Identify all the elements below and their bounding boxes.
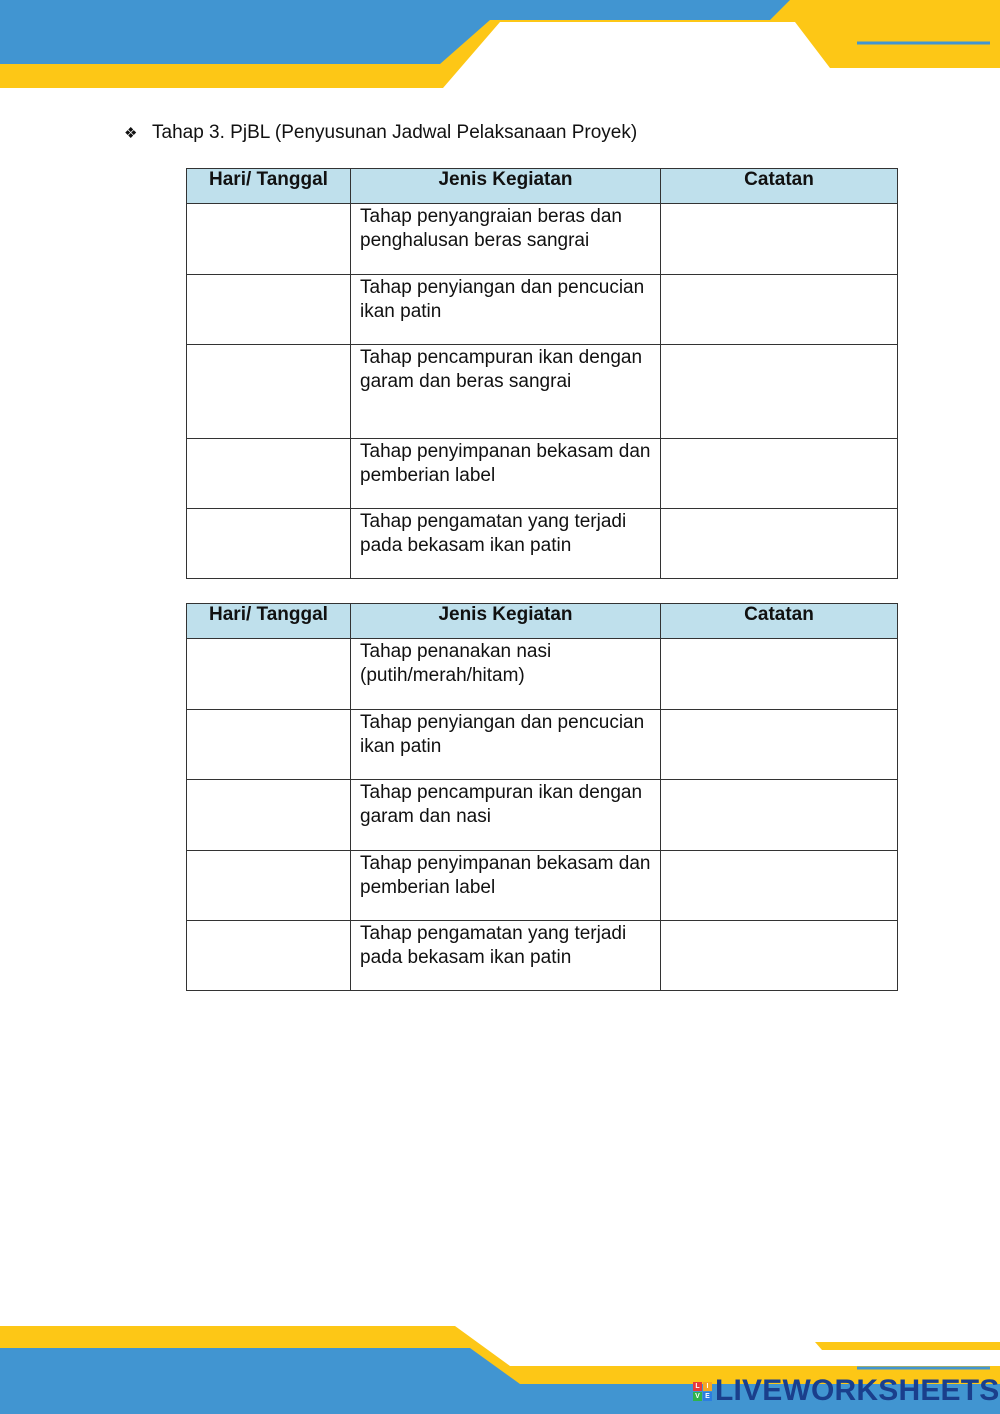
notes-cell[interactable] <box>661 204 898 275</box>
diamond-bullet-icon: ❖ <box>124 125 138 142</box>
table-header-row <box>187 169 898 204</box>
notes-cell[interactable] <box>661 780 898 851</box>
date-cell[interactable] <box>187 204 351 275</box>
header-date: Hari/ Tanggal <box>187 169 351 204</box>
activity-cell: Tahap penyiangan dan pencucian ikan patin <box>351 275 661 345</box>
table-row <box>187 439 898 509</box>
activity-cell: Tahap penanakan nasi (putih/merah/hitam) <box>351 639 661 710</box>
table-row <box>187 639 898 710</box>
table-row <box>187 345 898 439</box>
notes-cell[interactable] <box>661 921 898 991</box>
date-cell[interactable] <box>187 780 351 851</box>
table-row <box>187 204 898 275</box>
table-row <box>187 509 898 579</box>
header-notes: Catatan <box>661 604 898 639</box>
date-cell[interactable] <box>187 509 351 579</box>
date-cell[interactable] <box>187 921 351 991</box>
schedule-table-2 <box>186 603 898 991</box>
notes-cell[interactable] <box>661 710 898 780</box>
date-cell[interactable] <box>187 639 351 710</box>
section-heading <box>124 121 637 146</box>
header-date: Hari/ Tanggal <box>187 604 351 639</box>
logo-block-i: I <box>703 1382 712 1391</box>
logo-text: LIVEWORKSHEETS <box>715 1374 1000 1407</box>
section-heading-text: Tahap 3. PjBL (Penyusunan Jadwal Pelaksanaan Proyek) <box>152 122 638 143</box>
notes-cell[interactable] <box>661 345 898 439</box>
notes-cell[interactable] <box>661 509 898 579</box>
table-row <box>187 921 898 991</box>
activity-cell: Tahap penyimpanan bekasam dan pemberian label <box>351 439 661 509</box>
notes-cell[interactable] <box>661 439 898 509</box>
activity-cell: Tahap penyimpanan bekasam dan pemberian label <box>351 851 661 921</box>
date-cell[interactable] <box>187 345 351 439</box>
logo-block-l: L <box>693 1382 702 1391</box>
header-activity: Jenis Kegiatan <box>351 604 661 639</box>
table-row <box>187 780 898 851</box>
activity-cell: Tahap pengamatan yang terjadi pada bekasam ikan patin <box>351 509 661 579</box>
notes-cell[interactable] <box>661 851 898 921</box>
table-row <box>187 851 898 921</box>
activity-cell: Tahap pengamatan yang terjadi pada bekasam ikan patin <box>351 921 661 991</box>
date-cell[interactable] <box>187 439 351 509</box>
header-activity: Jenis Kegiatan <box>351 169 661 204</box>
header-decoration <box>0 0 1000 90</box>
logo-block-e: E <box>703 1392 712 1401</box>
date-cell[interactable] <box>187 851 351 921</box>
liveworksheets-logo[interactable] <box>693 1374 1000 1408</box>
activity-cell: Tahap pencampuran ikan dengan garam dan nasi <box>351 780 661 851</box>
header-notes: Catatan <box>661 169 898 204</box>
activity-cell: Tahap penyiangan dan pencucian ikan patin <box>351 710 661 780</box>
date-cell[interactable] <box>187 275 351 345</box>
activity-cell: Tahap penyangraian beras dan penghalusan beras sangrai <box>351 204 661 275</box>
table-row <box>187 275 898 345</box>
table-row <box>187 710 898 780</box>
logo-block-v: V <box>693 1392 702 1401</box>
notes-cell[interactable] <box>661 639 898 710</box>
logo-blocks-icon <box>693 1382 712 1401</box>
notes-cell[interactable] <box>661 275 898 345</box>
activity-cell: Tahap pencampuran ikan dengan garam dan beras sangrai <box>351 345 661 439</box>
table-header-row <box>187 604 898 639</box>
date-cell[interactable] <box>187 710 351 780</box>
schedule-table-1 <box>186 168 898 579</box>
